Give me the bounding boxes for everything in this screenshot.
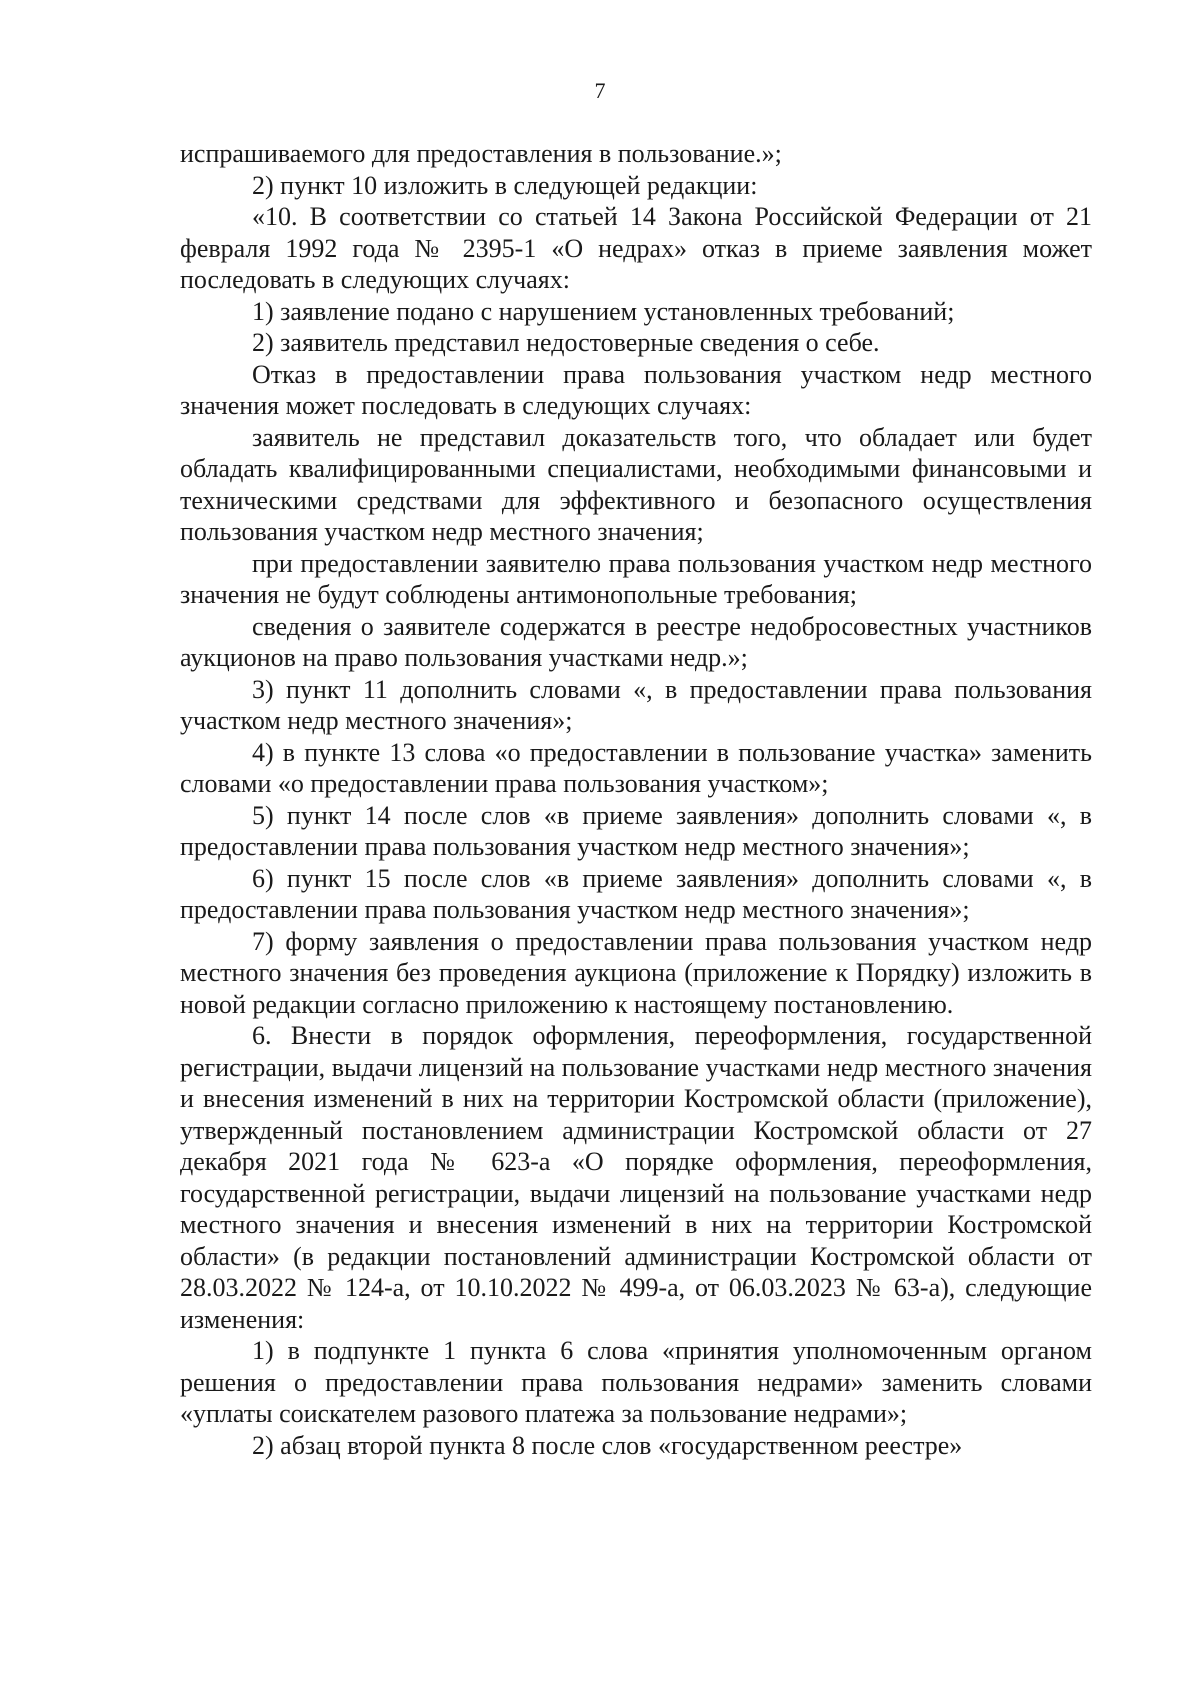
paragraph: Отказ в предоставлении права пользования участком недр местного значения может последовать в следующих случаях: bbox=[180, 359, 1092, 420]
paragraph: испрашиваемого для предоставления в пользование.»; bbox=[180, 139, 782, 168]
paragraph: «10. В соответствии со статьей 14 Закона Российской Федерации от 21 февраля 1992 года № 2395-1 «О недрах» отказ в приеме заявления может последовать в следующих случаях: bbox=[180, 202, 1092, 294]
page-number: 7 bbox=[594, 78, 606, 103]
paragraph: 1) в подпункте 1 пункта 6 слова «принятия уполномоченным органом решения о предоставлении права пользования недрами» заменить словами «уплаты соискателем разового платежа за пользование недрами»; bbox=[180, 1336, 1092, 1428]
document-body bbox=[180, 138, 1092, 1461]
paragraph: сведения о заявителе содержатся в реестре недобросовестных участников аукционов на право пользования участками недр.»; bbox=[180, 611, 1092, 672]
paragraph: 2) заявитель представил недостоверные сведения о себе. bbox=[252, 328, 880, 357]
paragraph: 2) абзац второй пункта 8 после слов «государственном реестре» bbox=[252, 1430, 963, 1460]
paragraph: 6) пункт 15 после слов «в приеме заявления» дополнить словами «, в предоставлении права пользования участком недр местного значения»; bbox=[180, 863, 1092, 924]
paragraph: 5) пункт 14 после слов «в приеме заявления» дополнить словами «, в предоставлении права пользования участком недр местного значения»; bbox=[180, 800, 1092, 861]
paragraph: заявитель не представил доказательств того, что обладает или будет обладать квалифицированными специалистами, необходимыми финансовыми и техническими средствами для эффективного и безопасного осуществления пользования участком недр местного значения; bbox=[180, 422, 1092, 546]
paragraph: 1) заявление подано с нарушением установленных требований; bbox=[252, 296, 955, 326]
paragraph: 7) форму заявления о предоставлении права пользования участком недр местного значения без проведения аукциона (приложение к Порядку) изложить в новой редакции согласно приложению к настоящему постановлению. bbox=[180, 926, 1092, 1019]
paragraph: 3) пункт 11 дополнить словами «, в предоставлении права пользования участком недр местного значения»; bbox=[180, 674, 1092, 735]
paragraph: 6. Внести в порядок оформления, переоформления, государственной регистрации, выдачи лицензий на пользование участками недр местного значения и внесения изменений в них на территории Костромской области (приложение), утвержденный постановлением администрации Костромской области от 27 декабря 2021 года № 623-а «О порядке оформления, переоформления, государственной регистрации, выдачи лицензий на пользование участками недр местного значения и внесения изменений в них на территории Костромской области» (в редакции постановлений администрации Костромской области от 28.03.2022 № 124-а, от 10.10.2022 № 499-а, от 06.03.2023 № 63-а), следующие изменения: bbox=[180, 1021, 1092, 1334]
paragraph: 2) пункт 10 изложить в следующей редакции: bbox=[252, 170, 758, 200]
paragraph: при предоставлении заявителю права пользования участком недр местного значения не будут соблюдены антимонопольные требования; bbox=[180, 548, 1092, 609]
paragraph: 4) в пункте 13 слова «о предоставлении в пользование участка» заменить словами «о предоставлении права пользования участком»; bbox=[180, 737, 1092, 798]
